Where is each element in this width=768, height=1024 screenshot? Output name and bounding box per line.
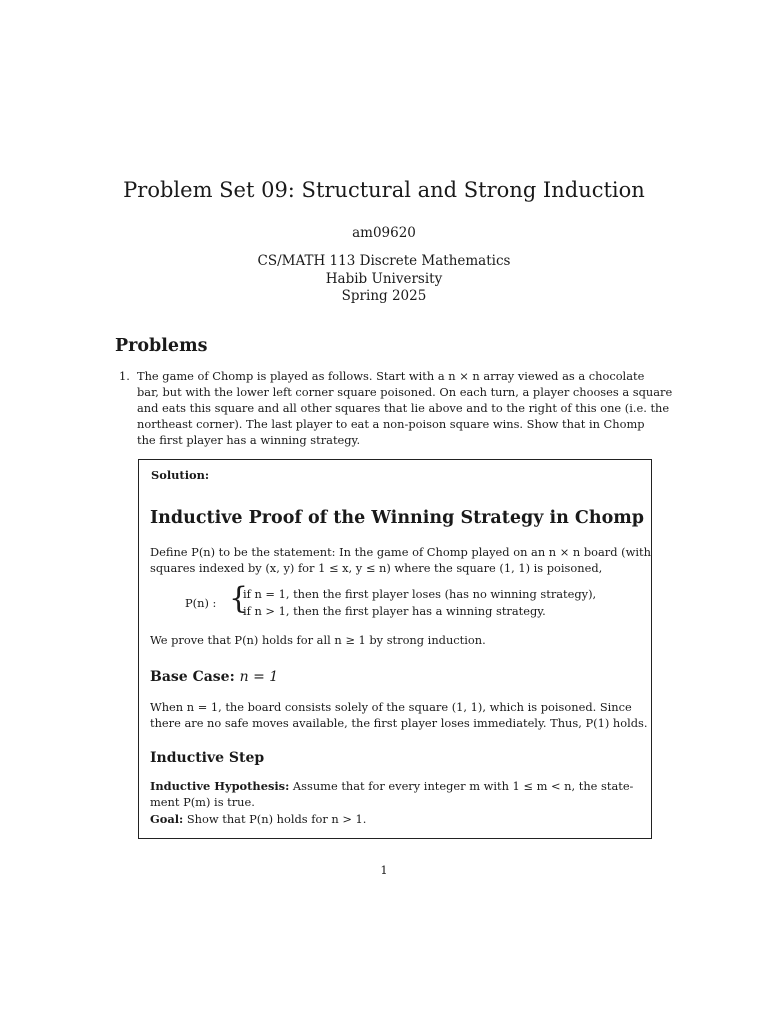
cases-rows bbox=[243, 586, 596, 620]
base-case-title: Base Case: bbox=[150, 669, 235, 685]
solution-heading: Inductive Proof of the Winning Strategy in Chomp bbox=[150, 508, 644, 528]
base-case-math: n = 1 bbox=[239, 669, 279, 685]
case-row: if n > 1, then the first player has a winning strategy. bbox=[243, 604, 546, 618]
hypothesis-text: Assume that for every integer m with 1 ≤ m < n, the state- bbox=[289, 779, 634, 793]
definition-line: Define P(n) to be the statement: In the game of Chomp played on an n × n board (with bbox=[150, 545, 651, 559]
author-id: am09620 bbox=[352, 225, 416, 241]
hypothesis-line-1 bbox=[150, 778, 640, 794]
problem-line: the first player has a winning strategy. bbox=[137, 433, 361, 447]
base-case-line: When n = 1, the board consists solely of the square (1, 1), which is poisoned. Since bbox=[150, 700, 632, 714]
goal-paragraph bbox=[150, 811, 640, 827]
problem-line: The game of Chomp is played as follows. Start with a n × n array viewed as a chocolate bbox=[137, 369, 645, 383]
definition-line: squares indexed by (x, y) for 1 ≤ x, y ≤ n) where the square (1, 1) is poisoned, bbox=[150, 561, 603, 575]
left-brace: { bbox=[229, 581, 249, 616]
problem-statement bbox=[137, 368, 673, 448]
affiliation-block bbox=[0, 253, 768, 306]
problem-line: and eats this square and all other squares that lie above and to the right of this one (i.e. the bbox=[137, 401, 670, 415]
goal-label: Goal: bbox=[150, 812, 184, 826]
definition-paragraph bbox=[150, 544, 651, 576]
inductive-step-heading: Inductive Step bbox=[150, 750, 265, 766]
hypothesis-label: Inductive Hypothesis: bbox=[150, 779, 290, 793]
solution-box bbox=[138, 459, 652, 839]
base-case-heading bbox=[150, 668, 278, 686]
course-name: CS/MATH 113 Discrete Mathematics bbox=[257, 253, 511, 269]
university-name: Habib University bbox=[325, 270, 443, 287]
section-heading: Problems bbox=[115, 336, 208, 356]
problem-line: northeast corner). The last player to eat a non-poison square wins. Show that in Chomp bbox=[137, 417, 645, 431]
problem-number: 1. bbox=[119, 369, 130, 383]
hypothesis-line-2: ment P(m) is true. bbox=[150, 795, 255, 809]
base-case-paragraph bbox=[150, 699, 648, 731]
term: Spring 2025 bbox=[341, 288, 427, 304]
problem-item bbox=[115, 368, 673, 448]
page-number: 1 bbox=[380, 863, 388, 877]
proof-statement bbox=[150, 632, 640, 648]
hypothesis-paragraph bbox=[150, 778, 640, 810]
solution-label: Solution: bbox=[151, 468, 210, 482]
proof-line: We prove that P(n) holds for all n ≥ 1 by strong induction. bbox=[150, 633, 486, 647]
problem-line: bar, but with the lower left corner square poisoned. On each turn, a player chooses a square bbox=[137, 385, 673, 399]
document-title: Problem Set 09: Structural and Strong Induction bbox=[123, 178, 645, 202]
goal-line bbox=[150, 811, 640, 827]
case-row: if n = 1, then the first player loses (has no winning strategy), bbox=[243, 587, 597, 601]
cases-lhs: P(n) : bbox=[185, 596, 217, 610]
base-case-line: there are no safe moves available, the first player loses immediately. Thus, P(1) holds. bbox=[150, 716, 648, 730]
goal-text: Show that P(n) holds for n > 1. bbox=[183, 812, 367, 826]
